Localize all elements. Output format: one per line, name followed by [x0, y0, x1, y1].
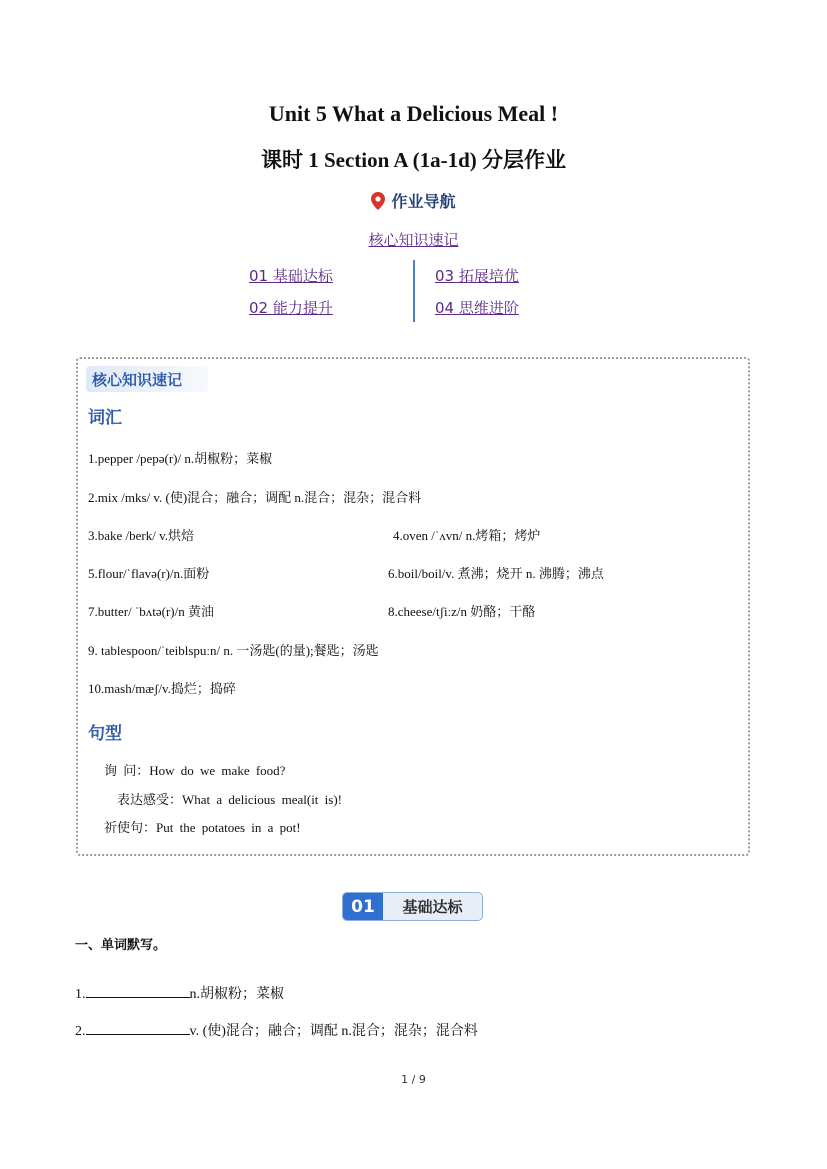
vocab-item-3: 3.bake /berk/ v.烘焙: [88, 528, 195, 543]
vocab-item-6: 6.boil/boil/v. 煮沸；烧开 n. 沸腾；沸点: [388, 566, 604, 581]
part-heading: 一、单词默写。: [75, 938, 167, 953]
nav-link-03[interactable]: 03 拓展培优: [435, 267, 519, 285]
vocab-heading: 词汇: [88, 408, 122, 428]
nav-link-core-knowledge[interactable]: 核心知识速记: [368, 231, 459, 249]
question-2: [75, 1020, 478, 1040]
core-banner: [86, 366, 208, 392]
document-title: Unit 5 What a Delicious Meal !: [268, 101, 559, 126]
nav-heading: [0, 189, 827, 212]
vocab-item-1: 1.pepper /pepə(r)/ n.胡椒粉；菜椒: [88, 451, 273, 466]
question-1-text: n.胡椒粉；菜椒: [189, 987, 284, 1002]
section-01-label: 基础达标: [402, 898, 463, 916]
answer-blank-2[interactable]: [86, 1021, 190, 1035]
pattern-imperative: 祈使句：Put the potatoes in a pot!: [104, 820, 301, 835]
document-subtitle: 课时 1 Section A (1a-1d) 分层作业: [260, 148, 567, 172]
question-2-text: v. (使)混合；融合；调配 n.混合；混杂；混合料: [189, 1024, 478, 1039]
vocab-item-5: 5.flour/ˈflavə(r)/n.面粉: [88, 566, 210, 581]
nav-link-01[interactable]: 01 基础达标: [249, 267, 333, 285]
core-banner-label: 核心知识速记: [92, 371, 183, 389]
vocab-item-7: 7.butter/ ˈbʌtə(r)/n 黄油: [88, 604, 214, 619]
page-number: 1 / 9: [401, 1073, 426, 1086]
vocab-item-9: 9. tablespoon/ˈteiblspuːn/ n. 一汤匙(的量);餐匙；汤匙: [88, 643, 379, 658]
vocab-item-4: 4.oven /ˈʌvn/ n.烤箱；烤炉: [393, 528, 541, 543]
pattern-feeling: 表达感受：What a delicious meal(it is)!: [117, 792, 343, 807]
nav-link-04[interactable]: 04 思维进阶: [435, 299, 519, 317]
location-pin-icon: [371, 192, 385, 210]
pattern-heading: 句型: [88, 724, 122, 744]
answer-blank-1[interactable]: [86, 984, 190, 998]
vocab-item-10: 10.mash/mæʃ/v.捣烂；捣碎: [88, 681, 236, 696]
nav-heading-label: 作业导航: [391, 192, 456, 211]
vocab-item-8: 8.cheese/tʃiːz/n 奶酪；干酪: [388, 604, 536, 619]
question-1: [75, 983, 284, 1003]
nav-divider: [413, 260, 415, 322]
section-01-number: 01: [343, 893, 383, 920]
section-01-badge: [342, 892, 483, 921]
question-1-number: 1.: [75, 987, 86, 1002]
question-2-number: 2.: [75, 1024, 86, 1039]
pattern-question: 询 问：How do we make food?: [104, 763, 286, 778]
vocab-item-2: 2.mix /mks/ v. (使)混合；融合；调配 n.混合；混杂；混合料: [88, 490, 422, 505]
nav-link-02[interactable]: 02 能力提升: [249, 299, 333, 317]
